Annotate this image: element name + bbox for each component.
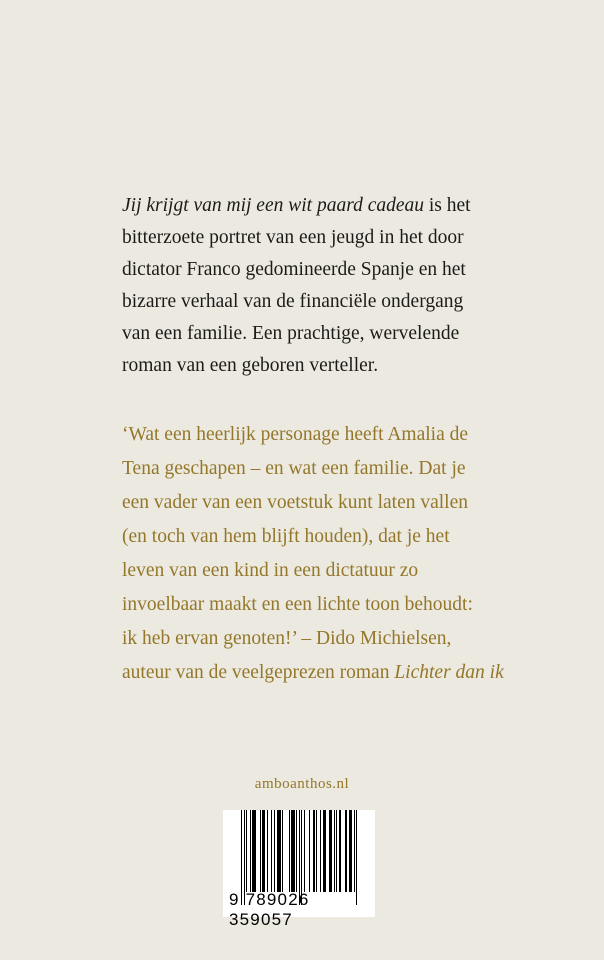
barcode-bar: [274, 810, 275, 892]
barcode-bar: [246, 810, 247, 892]
barcode-bar: [313, 810, 315, 892]
barcode-bar: [354, 810, 355, 892]
barcode-bar: [304, 810, 305, 892]
barcode-bar: [296, 810, 297, 892]
blurb-text-fragment: is het: [424, 195, 471, 216]
blurb-line: [122, 190, 471, 222]
barcode-bar: [291, 810, 294, 892]
blurb-line: bizarre verhaal van de financiële ondergang: [122, 291, 464, 312]
isbn-number: 9 789026 359057: [229, 890, 310, 929]
quote-line: ik heb ervan genoten!’ – Dido Michielsen,: [122, 628, 452, 649]
quote-line: invoelbaar maakt en een lichte toon behoudt:: [122, 594, 473, 615]
barcode-bar: [252, 810, 255, 892]
barcode-bar: [323, 810, 326, 892]
barcode-bar: [260, 810, 261, 892]
barcode-bar: [349, 810, 352, 892]
barcode-bar: [309, 810, 310, 892]
barcode-bar: [277, 810, 280, 892]
quote-line: ‘Wat een heerlijk personage heeft Amalia de: [122, 424, 469, 445]
quote-line: [122, 656, 504, 690]
barcode-bar: [329, 810, 332, 892]
review-quote: [122, 418, 504, 690]
barcode-bar: [336, 810, 337, 892]
barcode-bar: [345, 810, 347, 892]
isbn-barcode: [223, 810, 375, 929]
quote-line: een vader van een voetstuk kunt laten vallen: [122, 492, 468, 513]
barcode-bar: [282, 810, 283, 892]
blurb-text: [122, 190, 471, 382]
book-title: Jij krijgt van mij een wit paard cadeau: [122, 195, 425, 216]
barcode-bar: [289, 810, 290, 892]
referenced-book-title: Lichter dan ik: [394, 662, 504, 683]
barcode-bar: [316, 810, 317, 892]
blurb-line: dictator Franco gedomineerde Spanje en het: [122, 259, 466, 280]
quote-line: (en toch van hem blijft houden), dat je het: [122, 526, 450, 547]
publisher-website: amboanthos.nl: [254, 776, 350, 792]
blurb-line: bitterzoete portret van een jeugd in het door: [122, 227, 464, 248]
barcode-bar: [334, 810, 335, 892]
barcode-bar: [339, 810, 341, 892]
barcode-bar: [250, 810, 251, 892]
barcode-bar: [271, 810, 272, 892]
quote-line: leven van een kind in een dictatuur zo: [122, 560, 419, 581]
blurb-line: van een familie. Een prachtige, wervelende: [122, 323, 460, 344]
barcode-bar: [267, 810, 268, 892]
barcode-bar: [320, 810, 321, 892]
blurb-line: roman van een geboren verteller.: [122, 355, 379, 376]
barcode-bar: [262, 810, 264, 892]
quote-attribution: auteur van de veelgeprezen roman: [122, 662, 395, 683]
quote-line: Tena geschapen – en wat een familie. Dat je: [122, 458, 466, 479]
